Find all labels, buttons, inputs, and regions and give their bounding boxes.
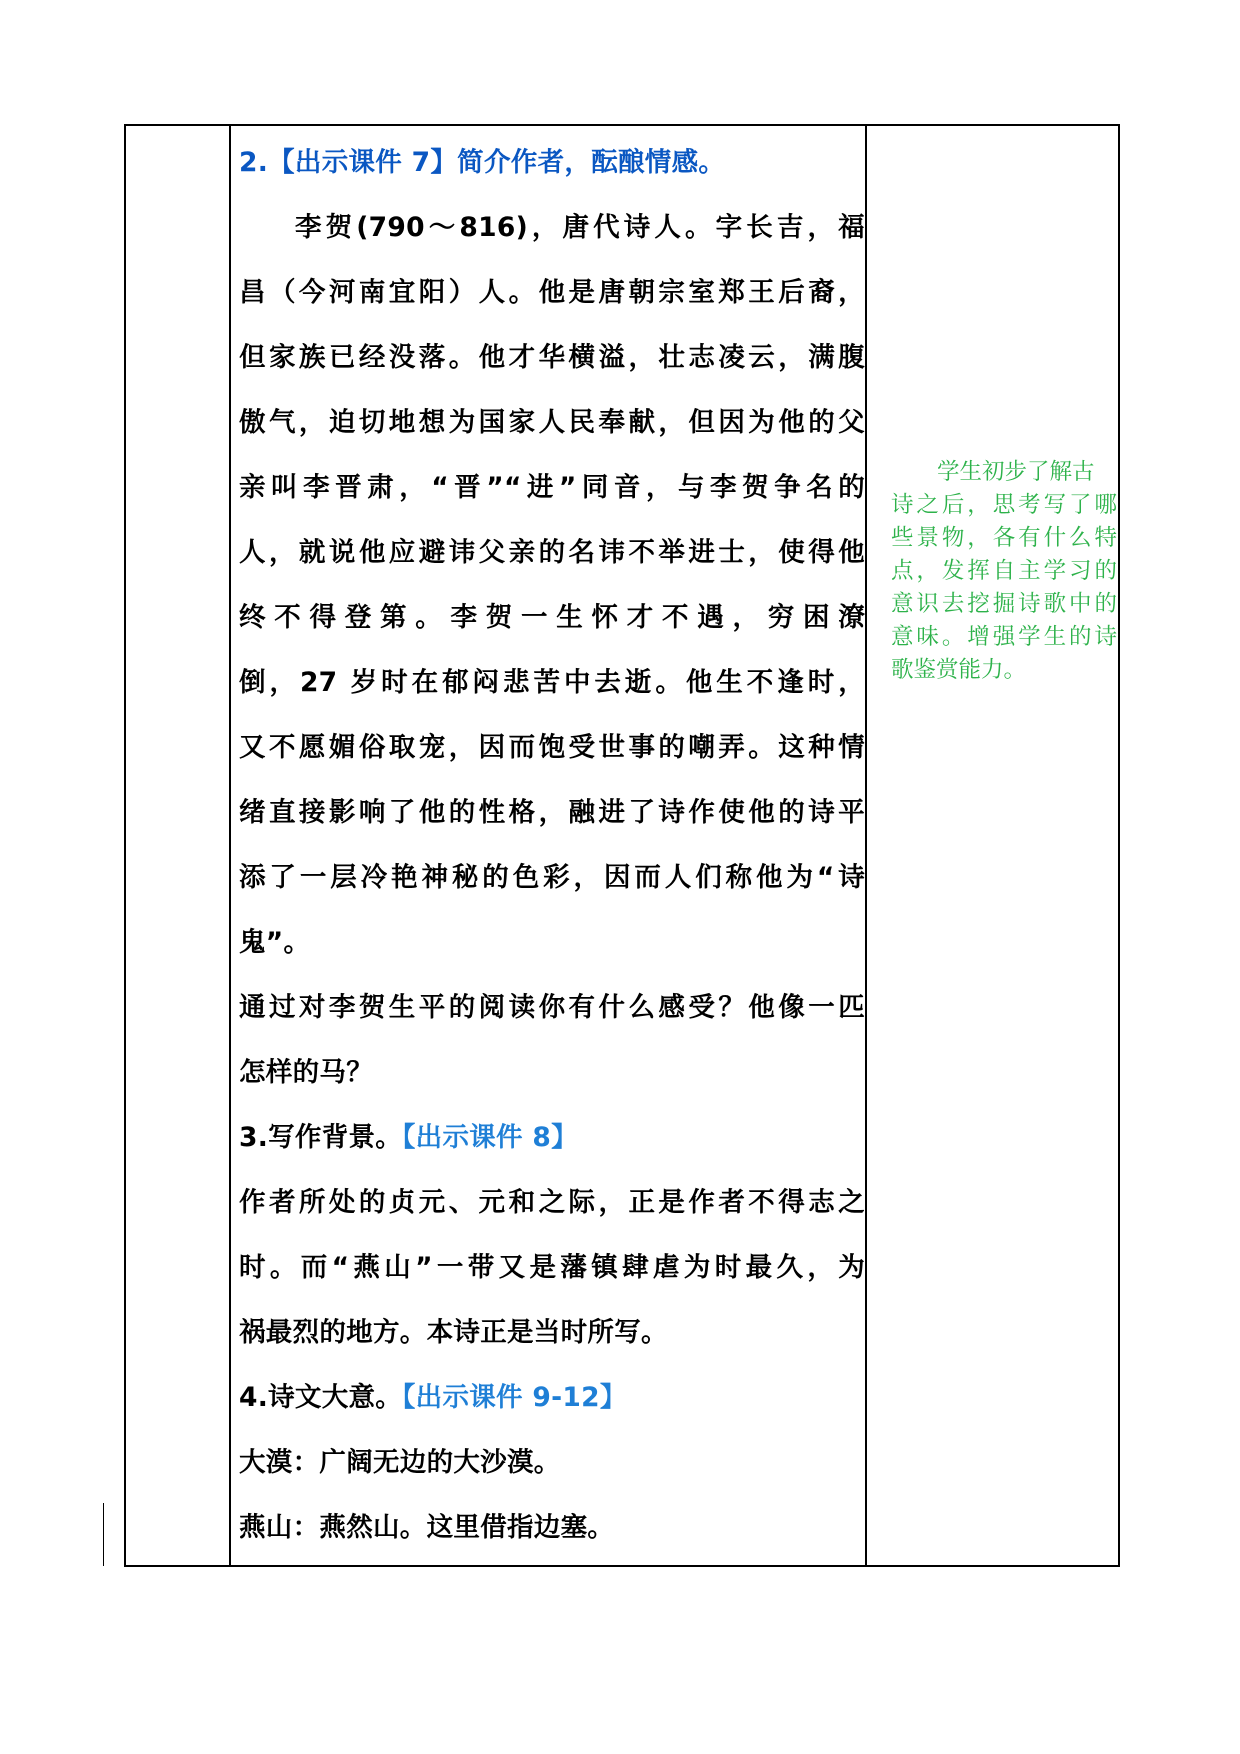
meaning-line: 大漠：广阔无边的大沙漠。	[239, 1447, 561, 1478]
bio-line: 终不得登第。李贺一生怀才不遇，穷困潦	[239, 602, 865, 633]
bio-line: 李贺(790～816)，唐代诗人。字长吉，福	[295, 212, 865, 243]
design-note	[891, 456, 1117, 687]
bio-line: 亲叫李晋肃，“晋”“进”同音，与李贺争名的	[239, 472, 865, 503]
note-line: 诗之后，思考写了哪	[891, 492, 1117, 518]
section-3-heading: 3.写作背景。【出示课件 8】	[239, 1122, 578, 1153]
bio-line: 又不愿媚俗取宠，因而饱受世事的嘲弄。这种情	[239, 732, 865, 763]
note-line: 点，发挥自主学习的	[891, 558, 1117, 584]
question-line: 通过对李贺生平的阅读你有什么感受？他像一匹	[239, 992, 865, 1023]
bio-line: 绪直接影响了他的性格，融进了诗作使他的诗平	[239, 797, 865, 828]
question-line: 怎样的马？	[239, 1057, 373, 1088]
courseware-label: 【出示课件 8】	[402, 1122, 578, 1153]
bio-line: 昌（今河南宜阳）人。他是唐朝宗室郑王后裔，	[239, 277, 865, 308]
note-line: 歌鉴赏能力。	[891, 657, 1027, 683]
design-intent-cell	[881, 126, 1118, 1565]
meaning-line: 燕山：燕然山。这里借指边塞。	[239, 1512, 615, 1543]
bio-line: 倒，27 岁时在郁闷悲苦中去逝。他生不逢时，	[239, 667, 865, 698]
margin-mark	[103, 1503, 104, 1566]
note-line: 意味。增强学生的诗	[891, 624, 1117, 650]
bio-line: 添了一层冷艳神秘的色彩，因而人们称他为“诗	[239, 862, 865, 893]
bio-line: 但家族已经没落。他才华横溢，壮志凌云，满腹	[239, 342, 865, 373]
courseware-label: 【出示课件 9-12】	[402, 1382, 627, 1413]
section-2-heading: 2.【出示课件 7】简介作者，酝酿情感。	[239, 147, 726, 178]
teaching-content-cell	[239, 126, 865, 1565]
note-line: 意识去挖掘诗歌中的	[891, 591, 1117, 617]
column-divider-right	[865, 126, 867, 1565]
note-line: 些景物，各有什么特	[891, 525, 1117, 551]
background-line: 作者所处的贞元、元和之际，正是作者不得志之	[239, 1187, 865, 1218]
column-divider-left	[229, 126, 231, 1565]
note-line: 学生初步了解古	[937, 459, 1095, 485]
background-line: 祸最烈的地方。本诗正是当时所写。	[239, 1317, 668, 1348]
lesson-table	[124, 124, 1120, 1567]
bio-line: 人，就说他应避讳父亲的名讳不举进士，使得他	[239, 537, 865, 568]
section-4-heading: 4.诗文大意。【出示课件 9-12】	[239, 1382, 627, 1413]
bio-line: 鬼”。	[239, 927, 311, 958]
bio-line: 傲气，迫切地想为国家人民奉献，但因为他的父	[239, 407, 865, 438]
background-line: 时。而“燕山”一带又是藩镇肆虐为时最久，为	[239, 1252, 865, 1283]
